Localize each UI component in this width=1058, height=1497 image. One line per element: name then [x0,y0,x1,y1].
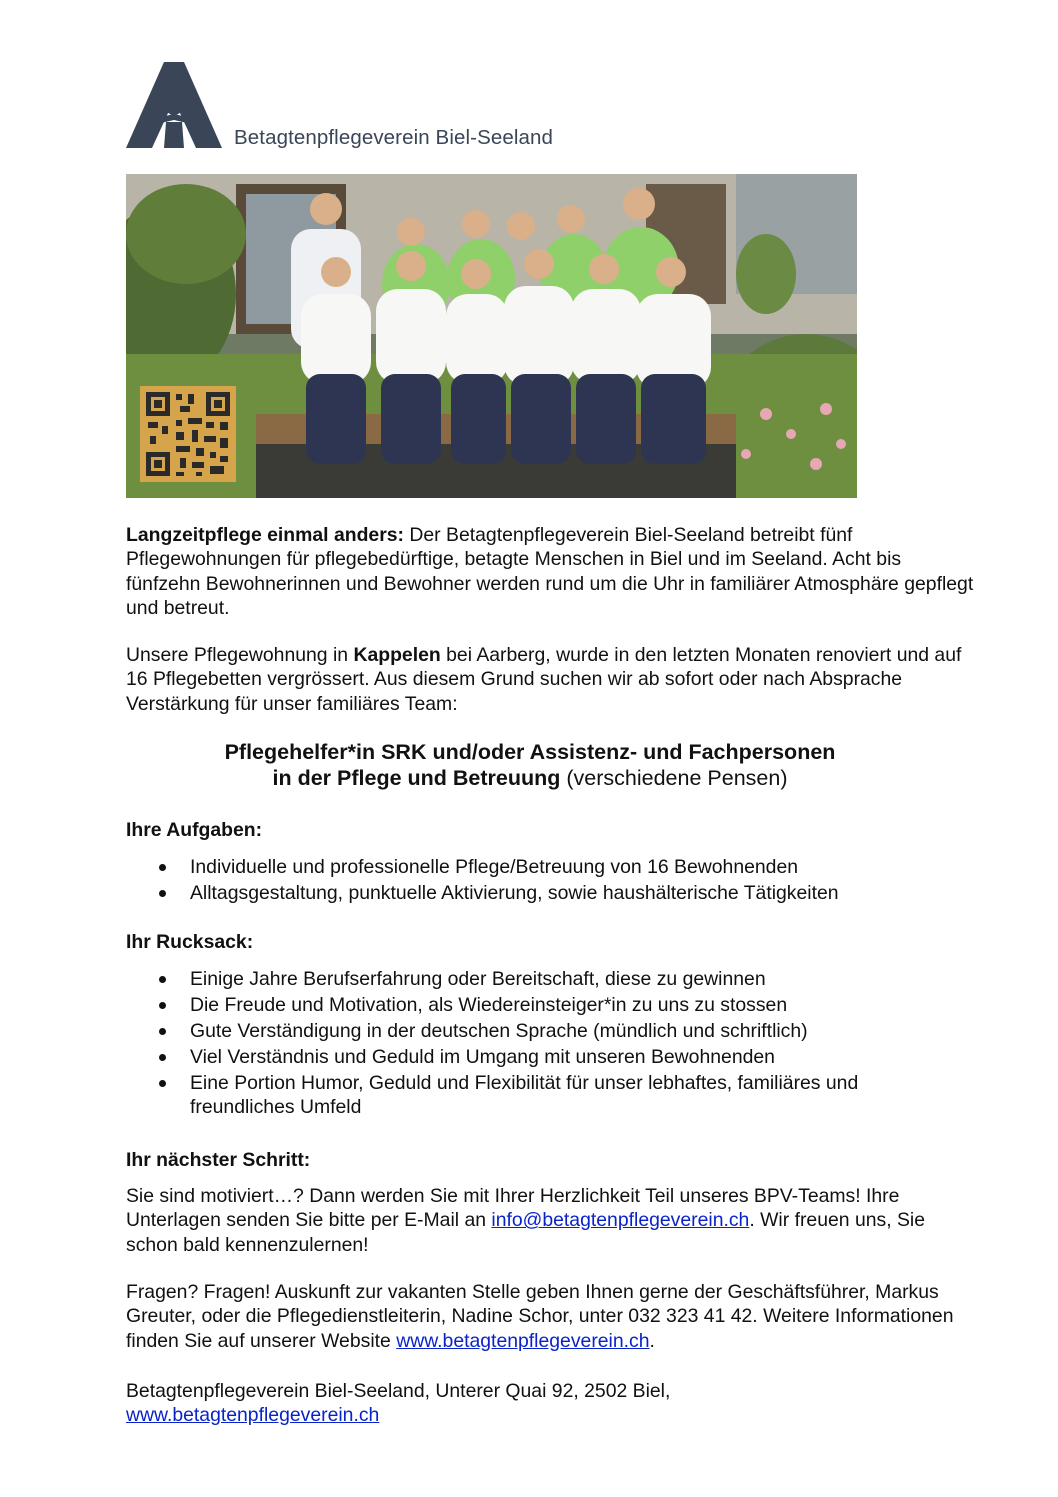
intro-paragraph [126,523,976,620]
contact-paragraph: Fragen? Fragen! Auskunft zur vakanten Stelle geben Ihnen gerne der Geschäftsführer, Markus Greuter, oder die Pflegedienstleiterin, Nadine Schor, unter 032 323 41 42. Weitere Informationen finden Sie auf unserer Website www.betagtenpflegeverein.ch. [126,1281,954,1352]
backpack-heading: Ihr Rucksack: [126,931,254,953]
intro-text: Der Betagtenpflegeverein Biel-Seeland betreibt fünf Pflegewohnungen für pflegebedürftige, betagte Menschen in Biel und im Seeland. Acht bis fünfzehn Bewohnerinnen und Bewohner werden rund um die Uhr in familiärer Atmosphäre gepflegt und betreut. [126,524,974,619]
list-item: Alltagsgestaltung, punktuelle Aktivierung, sowie haushälterische Tätigkeiten [126,881,956,905]
team-photo [126,174,857,498]
location-place: Kappelen [353,644,441,666]
bullet-icon [159,890,166,897]
org-name: Betagtenpflegeverein Biel-Seeland [234,126,553,149]
location-post: bei Aarberg, wurde in den letzten Monaten renoviert und auf 16 Pflegebetten vergrössert. Aus diesem Grund suchen wir ab sofort oder nach Absprache Verstärkung für unser familiäres Team: [126,644,962,715]
bullet-icon [159,1002,166,1009]
footer-website-link[interactable]: www.betagtenpflegeverein.ch [126,1404,380,1427]
caregiver-a-logo-icon [126,62,222,148]
list-item: Viel Verständnis und Geduld im Umgang mit unseren Bewohnenden [126,1045,956,1069]
bullet-icon [159,1028,166,1035]
list-item: Individuelle und professionelle Pflege/Betreuung von 16 Bewohnenden [126,855,956,879]
address-text: Betagtenpflegeverein Biel-Seeland, Unterer Quai 92, 2502 Biel, [126,1380,671,1402]
bullet-icon [159,1054,166,1061]
qr-code-icon[interactable] [140,386,236,482]
list-item: Eine Portion Humor, Geduld und Flexibilität für unser lebhaftes, familiäres und freundliches Umfeld [126,1071,956,1120]
location-paragraph [126,643,976,716]
job-title-line1: Pflegehelfer*in SRK und/oder Assistenz- und Fachpersonen [224,740,836,764]
website-link[interactable]: www.betagtenpflegeverein.ch [396,1329,650,1352]
email-link[interactable]: info@betagtenpflegeverein.ch [491,1209,750,1232]
bullet-icon [159,1080,166,1087]
bullet-icon [159,864,166,871]
tasks-heading: Ihre Aufgaben: [126,819,263,841]
job-title [126,739,934,791]
org-logo [126,62,606,152]
next-step-paragraph: Sie sind motiviert…? Dann werden Sie mit Ihrer Herzlichkeit Teil unseres BPV-Teams! Ihre Unterlagen senden Sie bitte per E-Mail an info@betagtenpflegeverein.ch. Wir freuen uns, Sie schon bald kennenzulernen! [126,1185,926,1256]
list-item: Die Freude und Motivation, als Wiedereinsteiger*in zu uns zu stossen [126,993,956,1017]
address-block [126,1379,976,1428]
bullet-icon [159,976,166,983]
next-step-heading: Ihr nächster Schritt: [126,1149,311,1171]
job-title-line2: in der Pflege und Betreuung [272,766,561,790]
list-item: Gute Verständigung in der deutschen Sprache (mündlich und schriftlich) [126,1019,956,1043]
location-pre: Unsere Pflegewohnung in [126,644,354,666]
intro-lead: Langzeitpflege einmal anders: [126,524,404,546]
list-item: Einige Jahre Berufserfahrung oder Bereitschaft, diese zu gewinnen [126,967,956,991]
job-workload: (verschiedene Pensen) [560,766,788,790]
backpack-list [126,967,956,1121]
tasks-list [126,855,956,907]
